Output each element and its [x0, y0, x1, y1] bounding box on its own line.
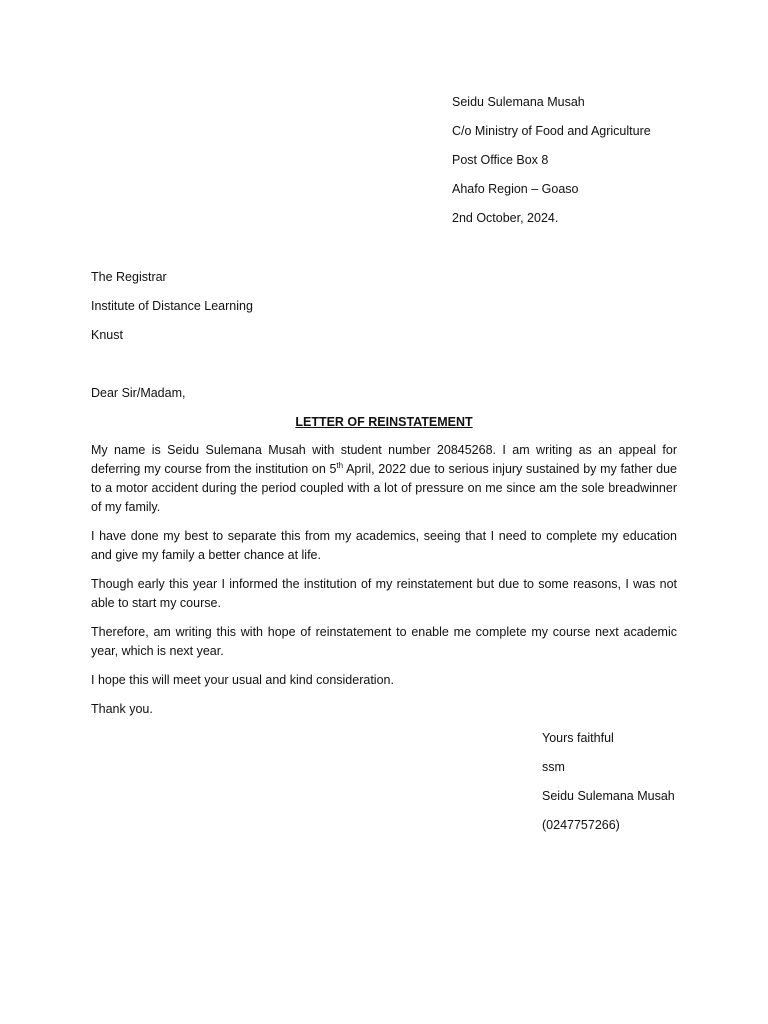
body-paragraph-6: Thank you. — [91, 702, 153, 716]
recipient-institute: Institute of Distance Learning — [91, 299, 253, 313]
signature-initials: ssm — [542, 760, 565, 774]
body-paragraph-3: Though early this year I informed the institution of my reinstatement but due to some reasons, I was not able to start my course. — [91, 577, 677, 610]
sender-po-box: Post Office Box 8 — [452, 153, 549, 167]
body-paragraph-1 — [91, 441, 677, 517]
sender-name: Seidu Sulemana Musah — [452, 95, 585, 109]
body-paragraph-1-part-a: My name is Seidu Sulemana Musah with student number 20845268. I am writing as an appeal for deferring my course from the institution on 5 — [91, 443, 677, 476]
valediction: Yours faithful — [542, 731, 614, 745]
sender-region: Ahafo Region – Goaso — [452, 182, 579, 196]
ordinal-suffix: th — [336, 460, 344, 470]
body-paragraph-2: I have done my best to separate this from my academics, seeing that I need to complete my education and give my family a better chance at life. — [91, 529, 677, 562]
body-paragraph-1-part-b: April, 2022 due to serious injury sustained by my father due to a motor accident during the period coupled with a lot of pressure on me since am the sole breadwinner of my family. — [91, 462, 677, 514]
salutation: Dear Sir/Madam, — [91, 386, 186, 400]
signatory-name: Seidu Sulemana Musah — [542, 789, 675, 803]
signatory-phone: (0247757266) — [542, 818, 620, 832]
body-paragraph-4: Therefore, am writing this with hope of reinstatement to enable me complete my course next academic year, which is next year. — [91, 625, 677, 658]
letter-date: 2nd October, 2024. — [452, 211, 559, 225]
recipient-title: The Registrar — [91, 270, 167, 284]
sender-organization: C/o Ministry of Food and Agriculture — [452, 124, 651, 138]
recipient-school: Knust — [91, 328, 123, 342]
letter-subject: LETTER OF REINSTATEMENT — [295, 415, 473, 429]
body-paragraph-5: I hope this will meet your usual and kind consideration. — [91, 673, 394, 687]
